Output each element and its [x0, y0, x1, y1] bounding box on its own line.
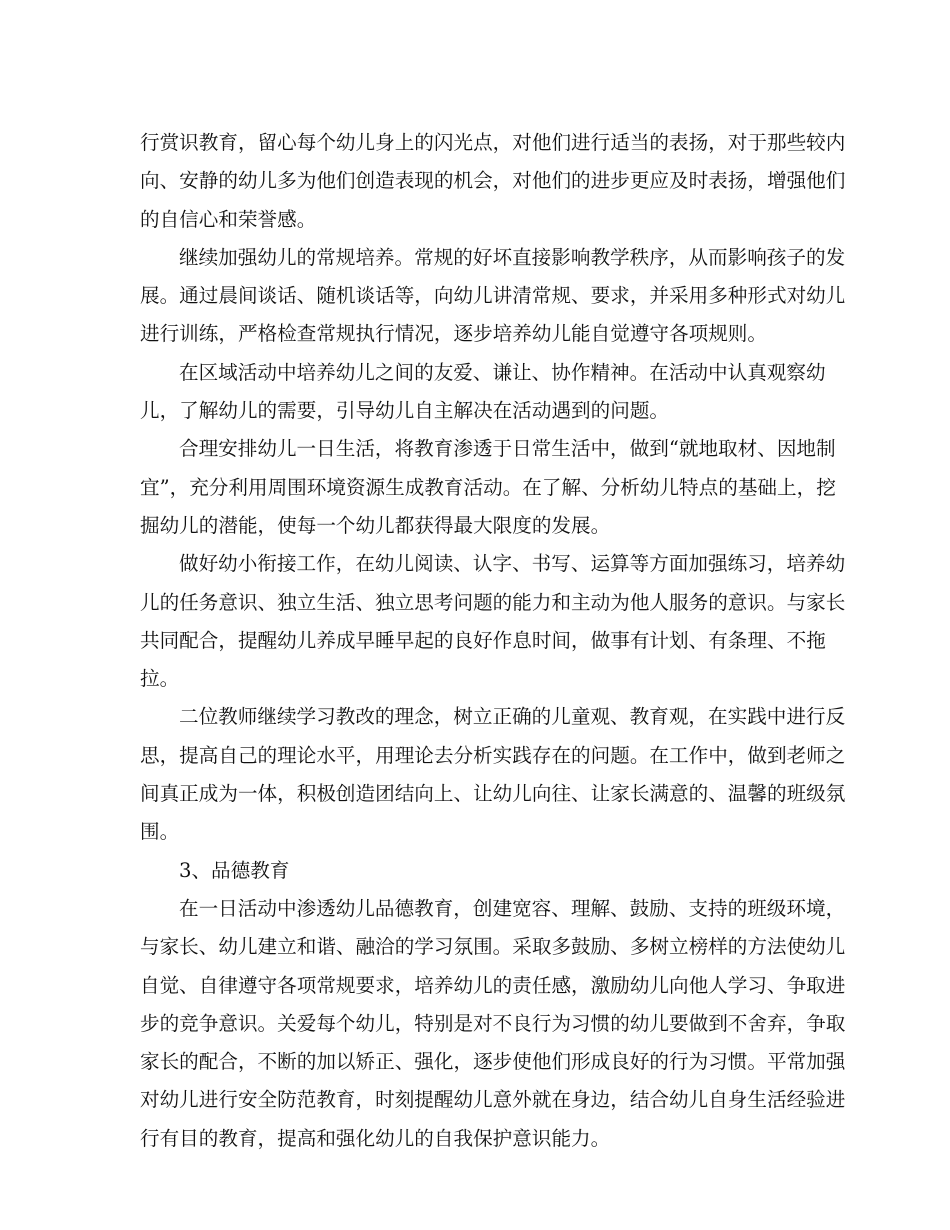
text-line: 展。通过晨间谈话、随机谈话等，向幼儿讲清常规、要求，并采用多种形式对幼儿	[140, 284, 846, 308]
paragraph-teacher-development	[140, 698, 846, 851]
paragraph-school-transition	[140, 545, 846, 698]
document-body	[140, 124, 846, 1158]
paragraph-area-activities	[140, 354, 826, 431]
paragraph-praise-education	[140, 124, 846, 239]
text-line: 拉。	[140, 667, 180, 691]
text-line: 自觉、自律遵守各项常规要求，培养幼儿的责任感，激励幼儿向他人学习、争取进	[140, 973, 846, 997]
paragraph-moral-education	[140, 890, 846, 1158]
text-line: 继续加强幼儿的常规培养。常规的好坏直接影响教学秩序，从而影响孩子的发	[179, 245, 846, 269]
text-line: 家长的配合，不断的加以矫正、强化，逐步使他们形成良好的行为习惯。平常加强	[140, 1050, 846, 1074]
text-line: 宜”，充分利用周围环境资源生成教育活动。在了解、分析幼儿特点的基础上，挖	[140, 475, 836, 499]
text-line: 行有目的教育，提高和强化幼儿的自我保护意识能力。	[140, 1126, 611, 1150]
text-line: 做好幼小衔接工作，在幼儿阅读、认字、书写、运算等方面加强练习，培养幼	[179, 552, 846, 576]
text-line: 共同配合，提醒幼儿养成早睡早起的良好作息时间，做事有计划、有条理、不拖	[140, 628, 826, 652]
text-line: 向、安静的幼儿多为他们创造表现的机会，对他们的进步更应及时表扬，增强他们	[140, 169, 846, 193]
text-line: 儿的任务意识、独立生活、独立思考问题的能力和主动为他人服务的意识。与家长	[140, 590, 846, 614]
section-heading: 3、品德教育	[179, 858, 290, 882]
text-line: 与家长、幼儿建立和谐、融洽的学习氛围。采取多鼓励、多树立榜样的方法使幼儿	[140, 935, 846, 959]
text-line: 儿，了解幼儿的需要，引导幼儿自主解决在活动遇到的问题。	[140, 399, 670, 423]
text-line: 思，提高自己的理论水平，用理论去分析实践存在的问题。在工作中，做到老师之	[140, 743, 846, 767]
text-line: 掘幼儿的潜能，使每一个幼儿都获得最大限度的发展。	[140, 513, 611, 537]
paragraph-routine-training	[140, 239, 846, 354]
text-line: 二位教师继续学习教改的理念，树立正确的儿童观、教育观，在实践中进行反	[179, 705, 846, 729]
text-line: 行赏识教育，留心每个幼儿身上的闪光点，对他们进行适当的表扬，对于那些较内	[140, 131, 846, 154]
text-line: 围。	[140, 820, 180, 844]
paragraph-daily-life	[140, 430, 836, 545]
text-line: 间真正成为一体，积极创造团结向上、让幼儿向往、让家长满意的、温馨的班级氛	[140, 782, 846, 806]
text-line: 的自信心和荣誉感。	[140, 207, 317, 231]
text-line: 在区域活动中培养幼儿之间的友爱、谦让、协作精神。在活动中认真观察幼	[179, 360, 826, 384]
text-line: 对幼儿进行安全防范教育，时刻提醒幼儿意外就在身边，结合幼儿自身生活经验进	[140, 1088, 846, 1112]
text-line: 步的竞争意识。关爱每个幼儿，特别是对不良行为习惯的幼儿要做到不舍弃，争取	[140, 1011, 846, 1035]
text-line: 在一日活动中渗透幼儿品德教育，创建宽容、理解、鼓励、支持的班级环境，	[179, 896, 846, 920]
text-line: 进行训练，严格检查常规执行情况，逐步培养幼儿能自觉遵守各项规则。	[140, 322, 767, 346]
text-line: 合理安排幼儿一日生活，将教育渗透于日常生活中，做到“就地取材、因地制	[179, 437, 836, 461]
